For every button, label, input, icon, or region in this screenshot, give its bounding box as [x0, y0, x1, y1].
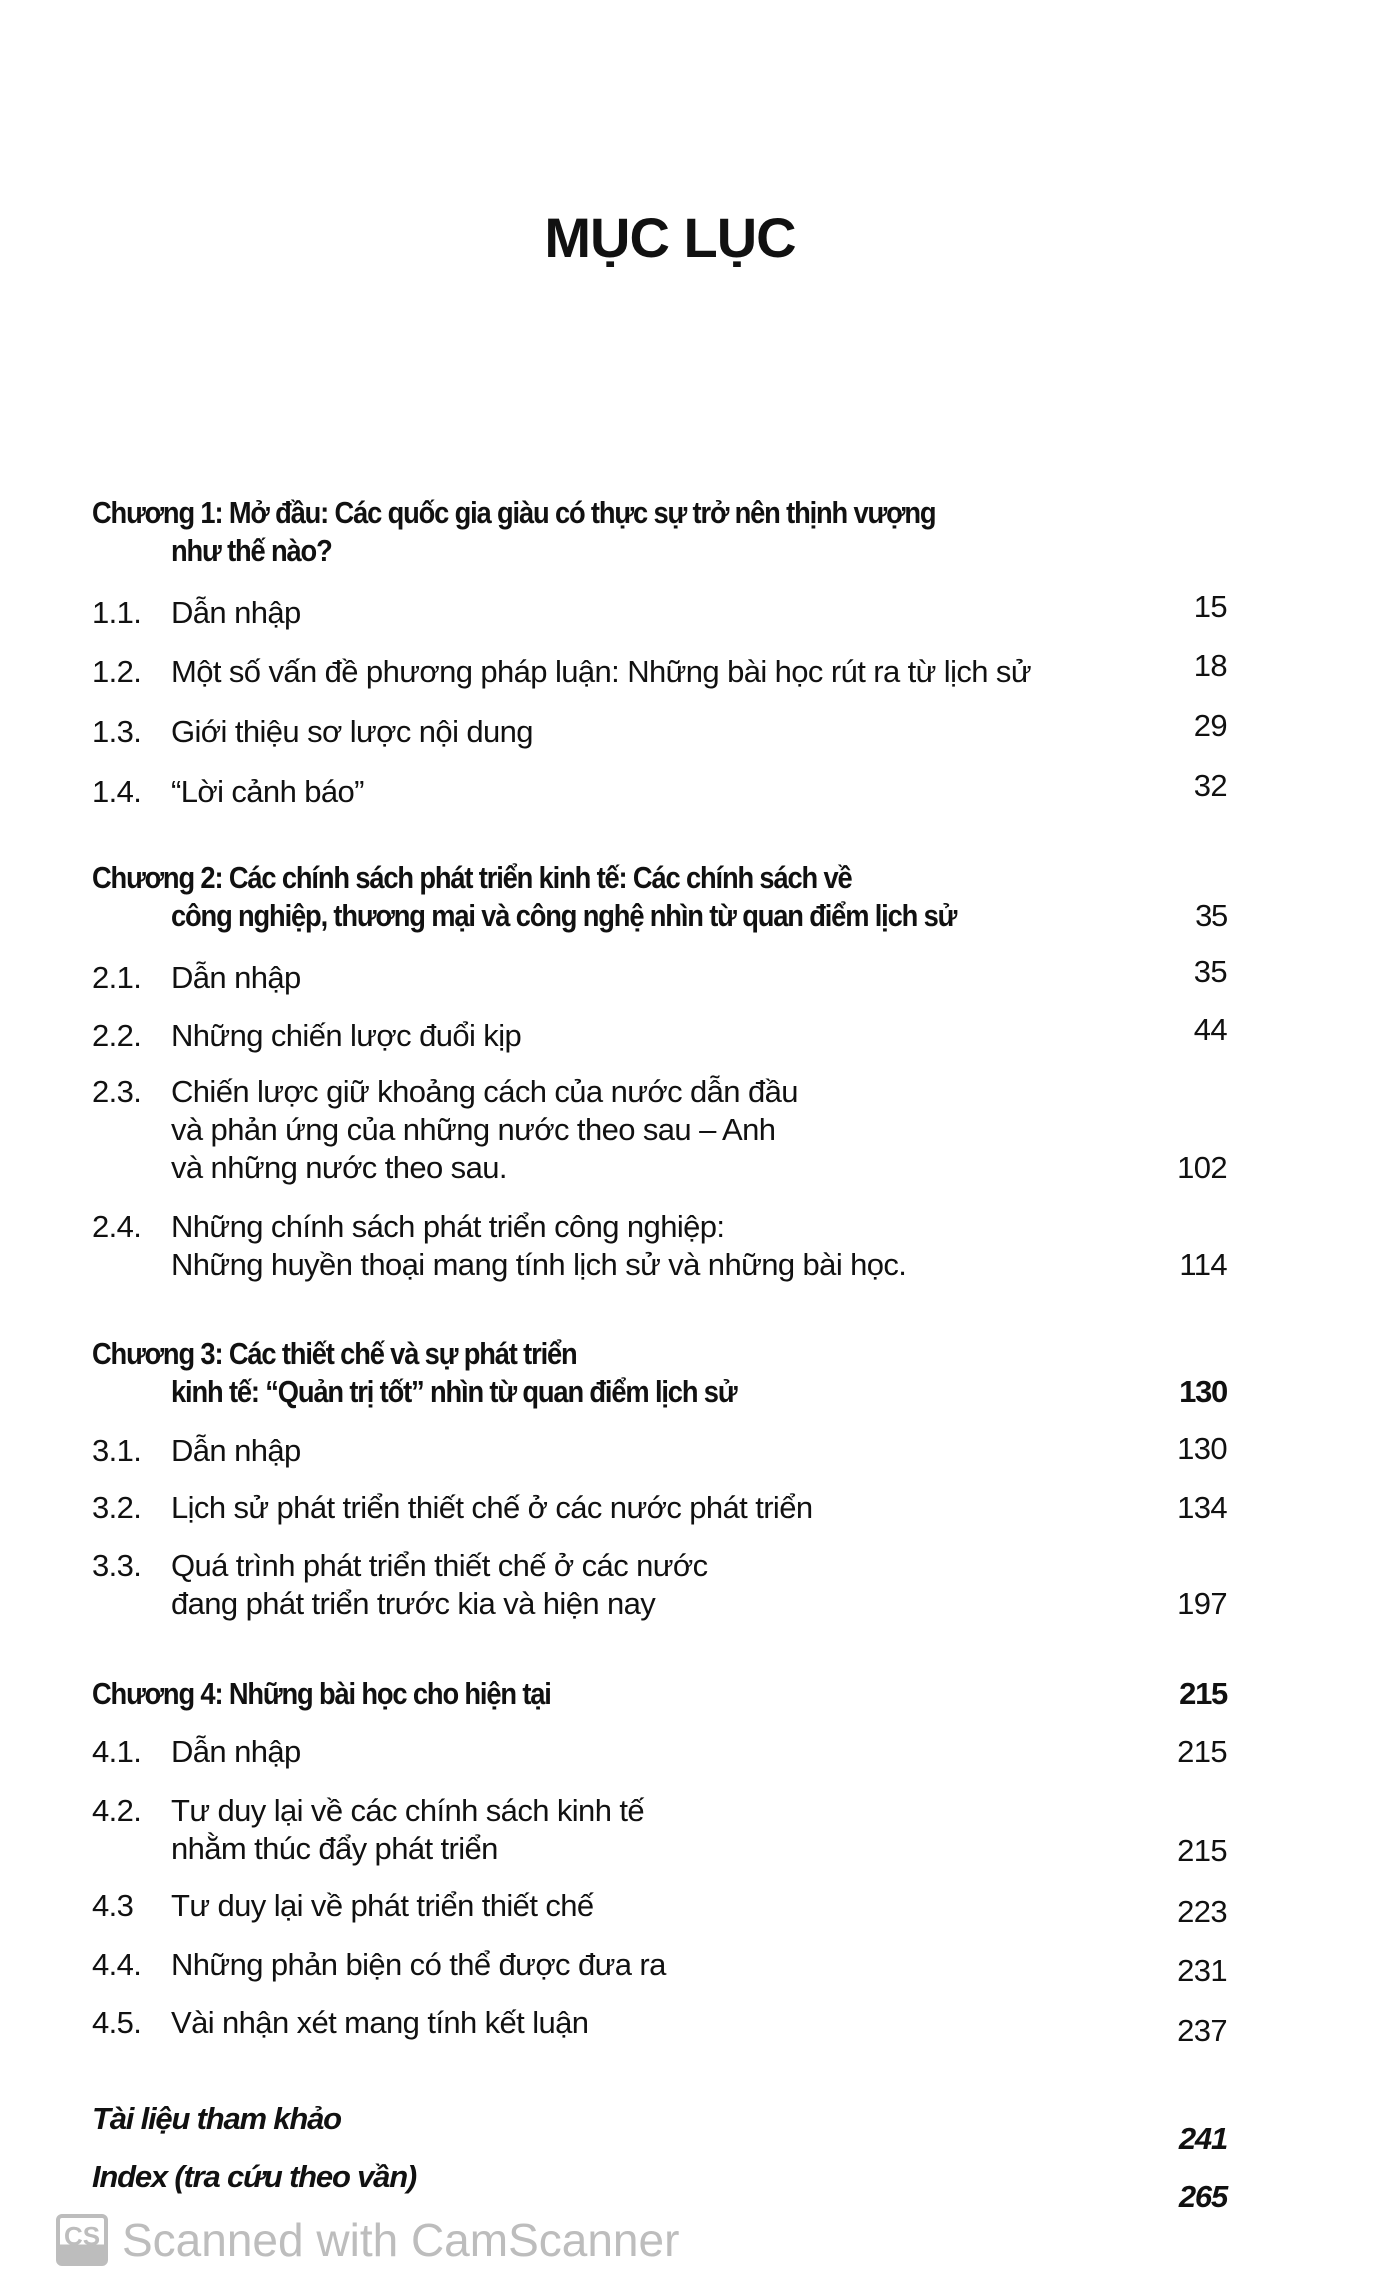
entry-number: 2.2.: [92, 1018, 142, 1053]
entry-title: Giới thiệu sơ lược nội dung: [171, 714, 533, 749]
entry-page: 18: [1193, 648, 1227, 683]
entry-title: Dẫn nhập: [171, 595, 301, 630]
entry-title: Những phản biện có thể được đưa ra: [171, 1947, 666, 1982]
entry-title-line: Những huyền thoại mang tính lịch sử và những bài học.: [171, 1247, 907, 1282]
entry-title: Quá trình phát triển thiết chế ở các nước: [171, 1548, 708, 1583]
entry-page: 215: [1177, 1734, 1227, 1769]
entry-page: 223: [1177, 1894, 1227, 1929]
entry-number: 4.5.: [92, 2005, 142, 2040]
entry-title: Vài nhận xét mang tính kết luận: [171, 2005, 589, 2040]
chapter-title: Chương 2: Các chính sách phát triển kinh tế: Các chính sách về: [92, 860, 852, 895]
entry-title: Chiến lược giữ khoảng cách của nước dẫn đầu: [171, 1074, 798, 1109]
entry-page: 15: [1193, 589, 1227, 624]
entry-page: 215: [1177, 1833, 1227, 1868]
entry-page: 237: [1177, 2013, 1227, 2048]
entry-number: 4.4.: [92, 1947, 142, 1982]
entry-number: 3.2.: [92, 1490, 142, 1525]
chapter-title: Chương 4: Những bài học cho hiện tại: [92, 1676, 551, 1711]
entry-page: 197: [1177, 1586, 1227, 1621]
entry-page: 44: [1193, 1012, 1227, 1047]
entry-page: 134: [1177, 1490, 1227, 1525]
chapter-title: Chương 1: Mở đầu: Các quốc gia giàu có thực sự trở nên thịnh vượng: [92, 495, 936, 530]
camscanner-watermark: [56, 2214, 679, 2266]
entry-page: 29: [1193, 708, 1227, 743]
entry-title: Lịch sử phát triển thiết chế ở các nước phát triển: [171, 1490, 813, 1525]
entry-number: 2.3.: [92, 1074, 142, 1109]
entry-title: Tư duy lại về phát triển thiết chế: [171, 1888, 594, 1923]
entry-title: Tài liệu tham khảo: [92, 2101, 341, 2136]
entry-number: 4.1.: [92, 1734, 142, 1769]
entry-title: Dẫn nhập: [171, 960, 301, 995]
entry-title: Tư duy lại về các chính sách kinh tế: [171, 1793, 645, 1828]
watermark-text: Scanned with CamScanner: [122, 2214, 680, 2266]
entry-title: Những chiến lược đuổi kịp: [171, 1018, 522, 1053]
camscanner-logo-icon: CS: [56, 2214, 108, 2266]
entry-title: Index (tra cứu theo vần): [92, 2159, 417, 2194]
entry-title-line: nhằm thúc đẩy phát triển: [171, 1831, 498, 1866]
entry-title-line: và phản ứng của những nước theo sau – Anh: [171, 1112, 776, 1147]
entry-number: 4.3: [92, 1888, 134, 1923]
entry-number: 4.2.: [92, 1793, 142, 1828]
chapter-page: 35: [1195, 898, 1227, 933]
entry-title: Một số vấn đề phương pháp luận: Những bài học rút ra từ lịch sử: [171, 654, 1031, 689]
entry-page: 241: [1178, 2121, 1227, 2156]
entry-title: Dẫn nhập: [171, 1433, 301, 1468]
entry-page: 102: [1177, 1150, 1227, 1185]
page-title: MỤC LỤC: [544, 206, 796, 269]
entry-page: 265: [1178, 2179, 1227, 2214]
entry-number: 1.3.: [92, 714, 142, 749]
entry-title: “Lời cảnh báo”: [171, 774, 364, 809]
entry-number: 1.4.: [92, 774, 142, 809]
entry-page: 114: [1179, 1247, 1227, 1282]
entry-number: 2.4.: [92, 1209, 142, 1244]
entry-title: Dẫn nhập: [171, 1734, 301, 1769]
chapter-page: 215: [1179, 1676, 1227, 1711]
entry-number: 3.1.: [92, 1433, 142, 1468]
entry-page: 231: [1177, 1953, 1227, 1988]
entry-page: 35: [1193, 954, 1227, 989]
entry-page: 130: [1177, 1431, 1227, 1466]
chapter-page: 130: [1179, 1374, 1227, 1409]
entry-title-line: đang phát triển trước kia và hiện nay: [171, 1586, 656, 1621]
chapter-title-continued: công nghiệp, thương mại và công nghệ nhìn từ quan điểm lịch sử: [171, 898, 957, 933]
entry-number: 3.3.: [92, 1548, 142, 1583]
entry-number: 2.1.: [92, 960, 142, 995]
chapter-title: Chương 3: Các thiết chế và sự phát triển: [92, 1336, 577, 1371]
entry-number: 1.1.: [92, 595, 142, 630]
entry-title: Những chính sách phát triển công nghiệp:: [171, 1209, 725, 1244]
entry-number: 1.2.: [92, 654, 142, 689]
chapter-title-continued: như thế nào?: [171, 533, 332, 568]
entry-page: 32: [1193, 768, 1227, 803]
entry-title-line: và những nước theo sau.: [171, 1150, 507, 1185]
chapter-title-continued: kinh tế: “Quản trị tốt” nhìn từ quan điểm lịch sử: [171, 1374, 737, 1409]
